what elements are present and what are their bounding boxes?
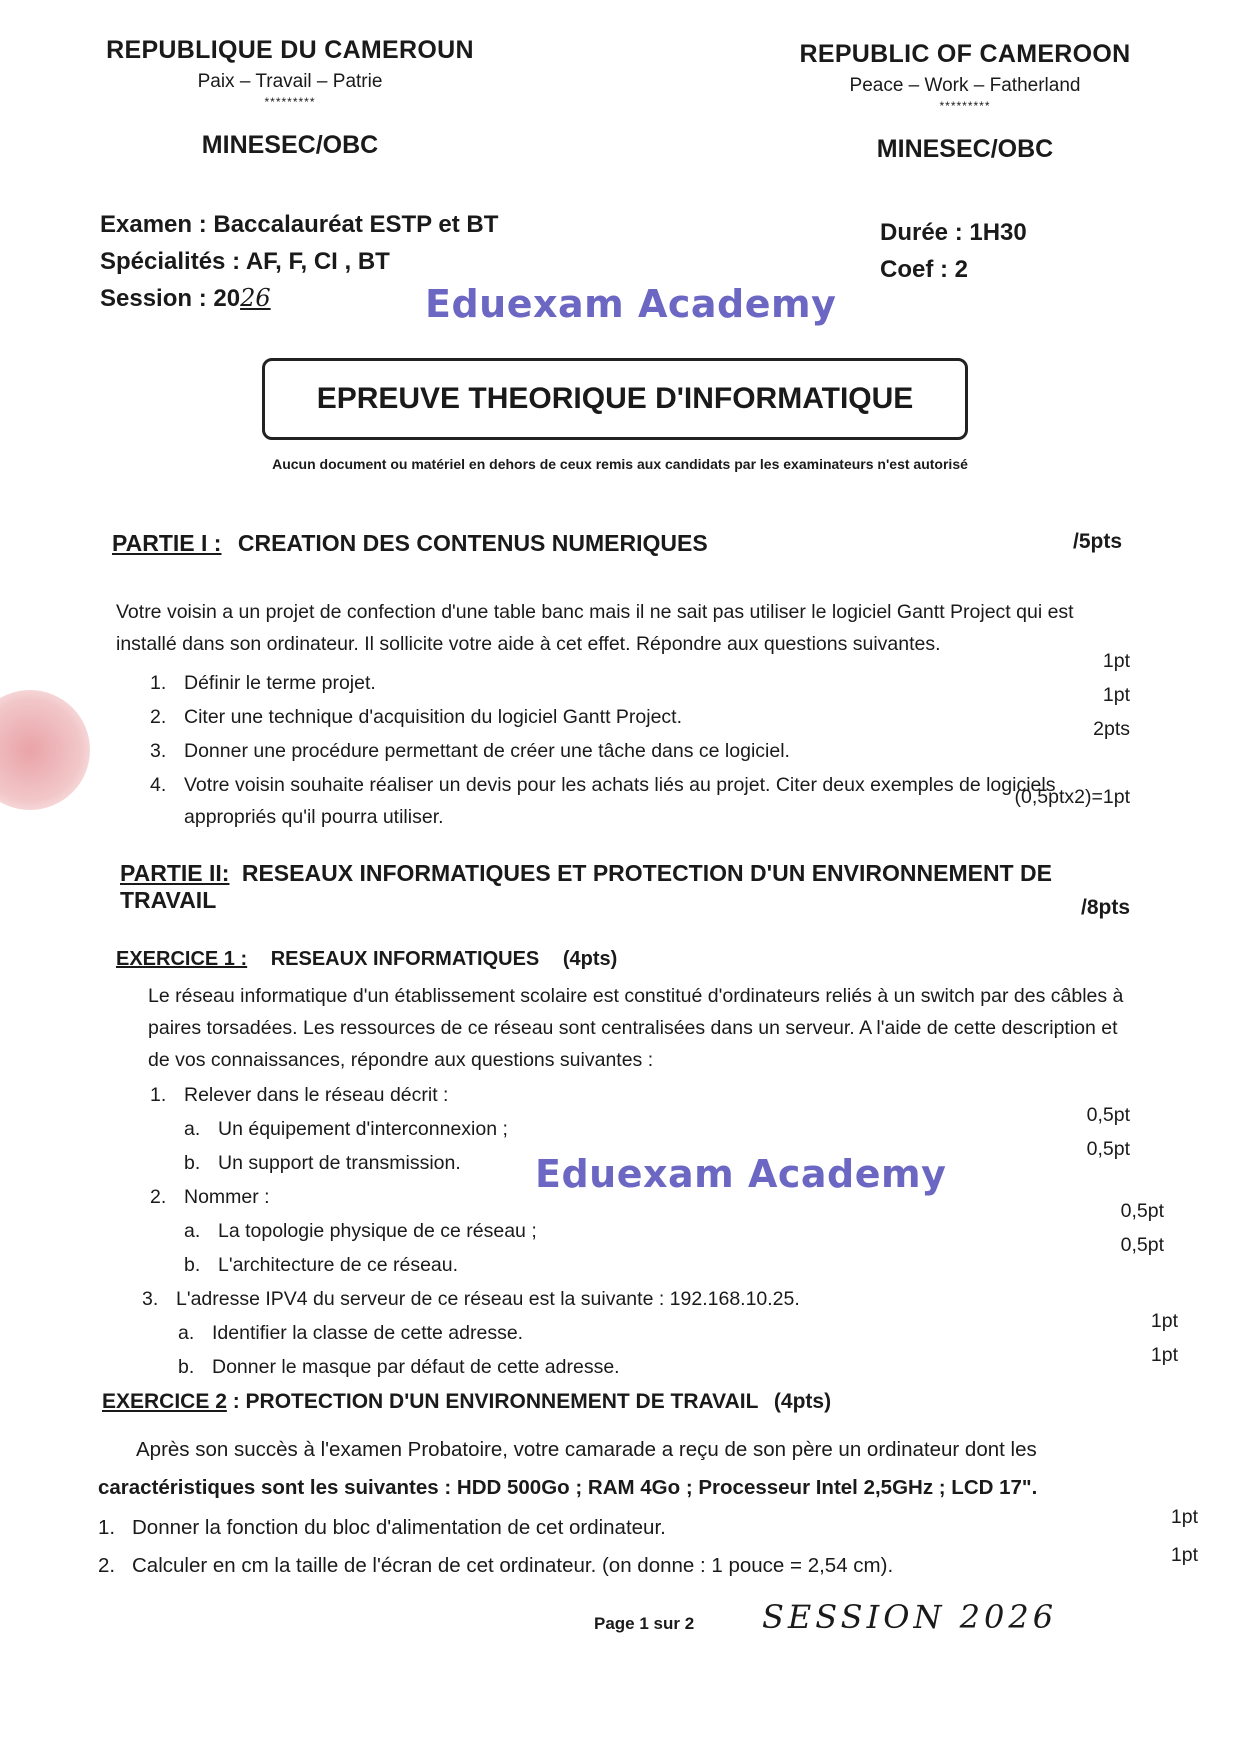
ex1-q3b: b. Donner le masque par défaut de cette adresse.	[178, 1356, 620, 1378]
watermark-top: Eduexam Academy	[425, 282, 837, 326]
ex2-q1: 1. Donner la fonction du bloc d'alimentation de cet ordinateur.	[98, 1516, 666, 1539]
exam-title: EPREUVE THEORIQUE D'INFORMATIQUE	[316, 382, 914, 415]
ex2-title: : PROTECTION D'UN ENVIRONNEMENT DE TRAVAIL	[232, 1390, 759, 1413]
p1-q3-score: 2pts	[1093, 718, 1130, 740]
org-fr: MINESEC/OBC	[201, 131, 379, 159]
exam-line: Examen : Baccalauréat ESTP et BT	[100, 211, 499, 238]
ex1-q1a: a. Un équipement d'interconnexion ;	[184, 1118, 508, 1140]
partie1-points: /5pts	[1072, 530, 1122, 553]
p1-q1: 1. Définir le terme projet.	[150, 672, 376, 694]
ex2-q2-score: 1pt	[1170, 1544, 1198, 1566]
exam-title-box	[262, 358, 968, 440]
ex1-label: EXERCICE 1 :	[116, 948, 248, 970]
stamp-mark	[0, 690, 90, 810]
specialites-line: Spécialités : AF, F, CI , BT	[100, 248, 390, 275]
country-en: REPUBLIC OF CAMEROON	[799, 40, 1131, 68]
ex1-q1b-score: 0,5pt	[1086, 1138, 1130, 1160]
ex2-points: (4pts)	[773, 1390, 832, 1413]
p1-q3: 3. Donner une procédure permettant de créer une tâche dans ce logiciel.	[150, 740, 790, 762]
partie2-heading	[120, 860, 1130, 914]
ex2-q2: 2. Calculer en cm la taille de l'écran de cet ordinateur. (on donne : 1 pouce = 2,54 cm).	[98, 1554, 894, 1577]
partie2-title: RESEAUX INFORMATIQUES ET PROTECTION D'UN ENVIRONNEMENT DE TRAVAIL	[120, 860, 1052, 913]
stars-en: *********	[939, 99, 991, 113]
ex1-q2a: a. La topologie physique de ce réseau ;	[184, 1220, 537, 1242]
ex1-q2: 2. Nommer :	[150, 1186, 270, 1208]
ex1-q3: 3. L'adresse IPV4 du serveur de ce réseau est la suivante : 192.168.10.25.	[142, 1288, 800, 1310]
ex1-q3a: a. Identifier la classe de cette adresse.	[178, 1322, 524, 1344]
ex1-q1: 1. Relever dans le réseau décrit :	[150, 1084, 449, 1106]
ex2-heading	[102, 1390, 831, 1414]
page-number: Page 1 sur 2	[594, 1614, 695, 1633]
partie1-title: CREATION DES CONTENUS NUMERIQUES	[237, 530, 708, 556]
ex1-q3b-score: 1pt	[1150, 1344, 1178, 1366]
partie1-heading	[112, 530, 1122, 557]
coef-line: Coef : 2	[880, 256, 969, 283]
stars-fr: *********	[264, 95, 316, 109]
ex2-intro-1: Après son succès à l'examen Probatoire, votre camarade a reçu de son père un ordinateur dont les	[136, 1438, 1037, 1461]
session-handwritten: 26	[240, 284, 271, 312]
ex1-q2a-score: 0,5pt	[1120, 1200, 1164, 1222]
ex2-q1-score: 1pt	[1170, 1506, 1198, 1528]
notice: Aucun document ou matériel en dehors de ceux remis aux candidats par les examinateurs n'est autorisé	[272, 456, 968, 472]
duration-meta	[880, 214, 1027, 288]
p1-q1-score: 1pt	[1102, 650, 1130, 672]
partie2-label: PARTIE II:	[120, 860, 230, 886]
p1-q4-cont: appropriés qu'il pourra utiliser.	[184, 806, 444, 828]
watermark-middle: Eduexam Academy	[535, 1152, 947, 1196]
duree-line: Durée : 1H30	[880, 219, 1027, 246]
ex1-title: RESEAUX INFORMATIQUES	[270, 948, 540, 970]
p1-q2-score: 1pt	[1102, 684, 1130, 706]
handwritten-session: SESSION 2026	[762, 1598, 1058, 1636]
org-en: MINESEC/OBC	[876, 135, 1054, 163]
partie2-points: /8pts	[1080, 896, 1130, 919]
ex1-q3a-score: 1pt	[1150, 1310, 1178, 1332]
partie1-intro: Votre voisin a un projet de confection d'une table banc mais il ne sait pas utiliser le logiciel Gantt Project qui est installé dans son ordinateur. Il sollicite votre aide à cet effet. Répondre aux questions suivantes.	[116, 601, 1074, 655]
p1-q4: 4. Votre voisin souhaite réaliser un devis pour les achats liés au projet. Citer deux exemples de logiciels	[150, 774, 1056, 796]
motto-en: Peace – Work – Fatherland	[849, 75, 1081, 96]
motto-fr: Paix – Travail – Patrie	[197, 71, 383, 92]
ex1-points: (4pts)	[562, 948, 618, 970]
ex1-q2b: b. L'architecture de ce réseau.	[184, 1254, 459, 1276]
session-label: Session : 20	[100, 285, 241, 312]
country-fr: REPUBLIQUE DU CAMEROUN	[106, 36, 474, 64]
ex1-q2b-score: 0,5pt	[1120, 1234, 1164, 1256]
header-left	[100, 36, 480, 160]
ex1-q1b: b. Un support de transmission.	[184, 1152, 461, 1174]
ex1-q1a-score: 0,5pt	[1086, 1104, 1130, 1126]
ex2-label: EXERCICE 2	[102, 1390, 227, 1413]
partie1-label: PARTIE I :	[112, 530, 222, 556]
ex1-intro: Le réseau informatique d'un établissement scolaire est constitué d'ordinateurs reliés à un switch par des câbles à paires torsadées. Les ressources de ce réseau sont centralisées dans un serveur. A l'aide de cette description et de vos connaissances, répondre aux questions suivantes :	[148, 985, 1124, 1071]
ex2-intro-2: caractéristiques sont les suivantes : HDD 500Go ; RAM 4Go ; Processeur Intel 2,5GHz ; LCD 17".	[98, 1476, 1038, 1499]
header-right	[780, 40, 1150, 164]
ex1-heading	[116, 948, 617, 971]
p1-q4-score: (0,5ptx2)=1pt	[1014, 786, 1130, 808]
p1-q2: 2. Citer une technique d'acquisition du logiciel Gantt Project.	[150, 706, 683, 728]
